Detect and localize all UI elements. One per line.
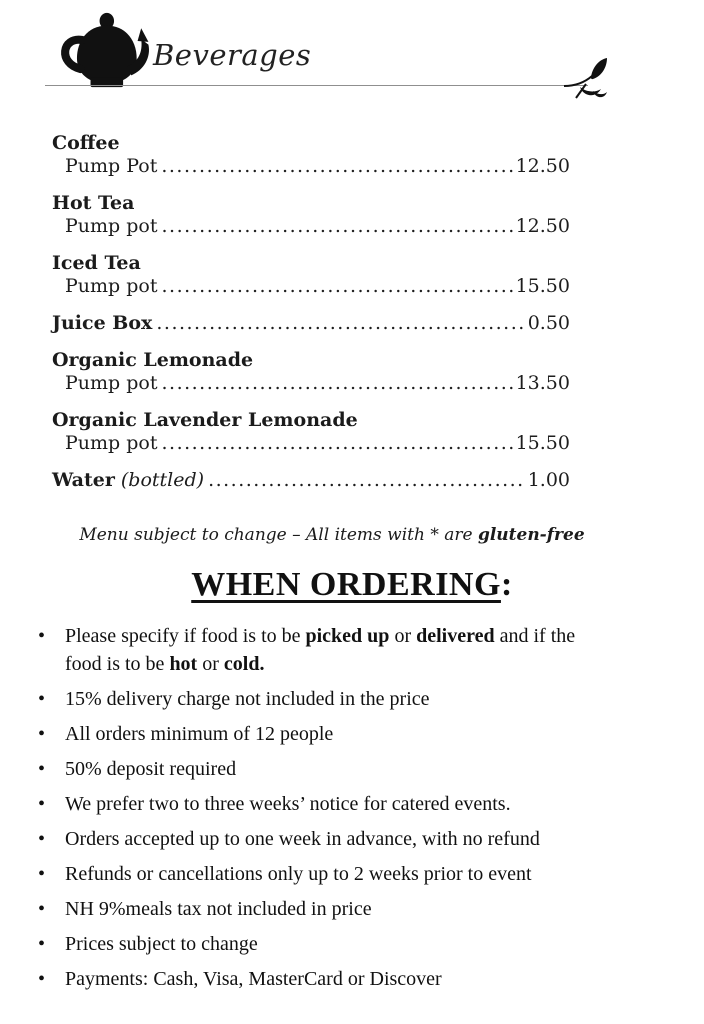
menu-item-organic-lemonade: [52, 349, 570, 395]
menu-note-text: Menu subject to change – All items with * are: [79, 525, 478, 545]
header-divider: [45, 85, 588, 86]
dot-leader: [156, 312, 524, 335]
dot-leader: [161, 372, 512, 395]
menu-item-water: [52, 469, 570, 492]
list-item: • Orders accepted up to one week in advance, with no refund: [65, 825, 612, 853]
bullet-text: and if the food is to be: [65, 625, 576, 675]
bullet-text: Please specify if food is to be: [65, 625, 306, 647]
price-line: [52, 312, 570, 335]
list-item: • All orders minimum of 12 people: [65, 720, 612, 748]
menu-item-organic-lavender-lemonade: [52, 409, 570, 455]
price-line: [52, 275, 570, 298]
menu-item-iced-tea: [52, 252, 570, 298]
variant-label: Pump Pot: [65, 155, 158, 177]
price-line: [52, 215, 570, 238]
page-title: Beverages: [153, 38, 312, 72]
menu-note: [0, 525, 704, 545]
list-item: • Payments: Cash, Visa, MasterCard or Discover: [65, 965, 612, 993]
dot-leader: [161, 275, 512, 298]
item-name-suffix: (bottled): [120, 469, 205, 491]
item-name: Organic Lavender Lemonade: [52, 409, 358, 431]
bullet-text: or: [389, 625, 417, 647]
list-item: [65, 622, 612, 678]
menu-item-coffee: [52, 132, 570, 178]
leaf-icon: [562, 56, 608, 104]
item-name: Organic Lemonade: [52, 349, 254, 371]
bullet-text-bold: cold.: [223, 653, 265, 675]
beverages-menu: [0, 100, 704, 492]
list-item: • 50% deposit required: [65, 755, 612, 783]
item-name: Juice Box: [52, 312, 153, 334]
list-item: • NH 9%meals tax not included in price: [65, 895, 612, 923]
ordering-notes-list: [0, 622, 704, 993]
bullet-text-bold: delivered: [416, 625, 495, 647]
variant-label: Pump pot: [65, 275, 158, 297]
price: 12.50: [515, 155, 570, 177]
bullet-text: or: [197, 653, 224, 675]
price: 15.50: [515, 275, 570, 297]
teapot-icon: [55, 12, 155, 88]
item-name: Water: [52, 469, 115, 491]
menu-item-hot-tea: [52, 192, 570, 238]
price: 1.00: [527, 469, 570, 491]
price-line: [52, 372, 570, 395]
dot-leader: [161, 215, 512, 238]
price-line: [52, 155, 570, 178]
price-line: [52, 432, 570, 455]
price-line: [52, 469, 570, 492]
price: 13.50: [515, 372, 570, 394]
list-item: • Refunds or cancellations only up to 2 weeks prior to event: [65, 860, 612, 888]
dot-leader: [208, 469, 525, 492]
list-item: • Prices subject to change: [65, 930, 612, 958]
dot-leader: [161, 155, 512, 178]
section-title-underlined: WHEN ORDERING: [191, 566, 501, 603]
bullet-text-bold: picked up: [305, 625, 390, 647]
price: 0.50: [527, 312, 570, 334]
bullet-text-bold: hot: [169, 653, 198, 675]
dot-leader: [161, 432, 512, 455]
item-name: Iced Tea: [52, 252, 141, 274]
variant-label: Pump pot: [65, 372, 158, 394]
item-name: Hot Tea: [52, 192, 135, 214]
section-title: [0, 564, 704, 605]
menu-item-juice-box: [52, 312, 570, 335]
price: 12.50: [515, 215, 570, 237]
header: [0, 0, 704, 100]
list-item: • 15% delivery charge not included in the price: [65, 685, 612, 713]
section-title-colon: :: [500, 566, 513, 603]
ordering-section: [0, 564, 704, 993]
list-item: • We prefer two to three weeks’ notice for catered events.: [65, 790, 612, 818]
item-name: Coffee: [52, 132, 120, 154]
menu-note-bold: gluten-free: [477, 525, 585, 545]
variant-label: Pump pot: [65, 432, 158, 454]
variant-label: Pump pot: [65, 215, 158, 237]
price: 15.50: [515, 432, 570, 454]
